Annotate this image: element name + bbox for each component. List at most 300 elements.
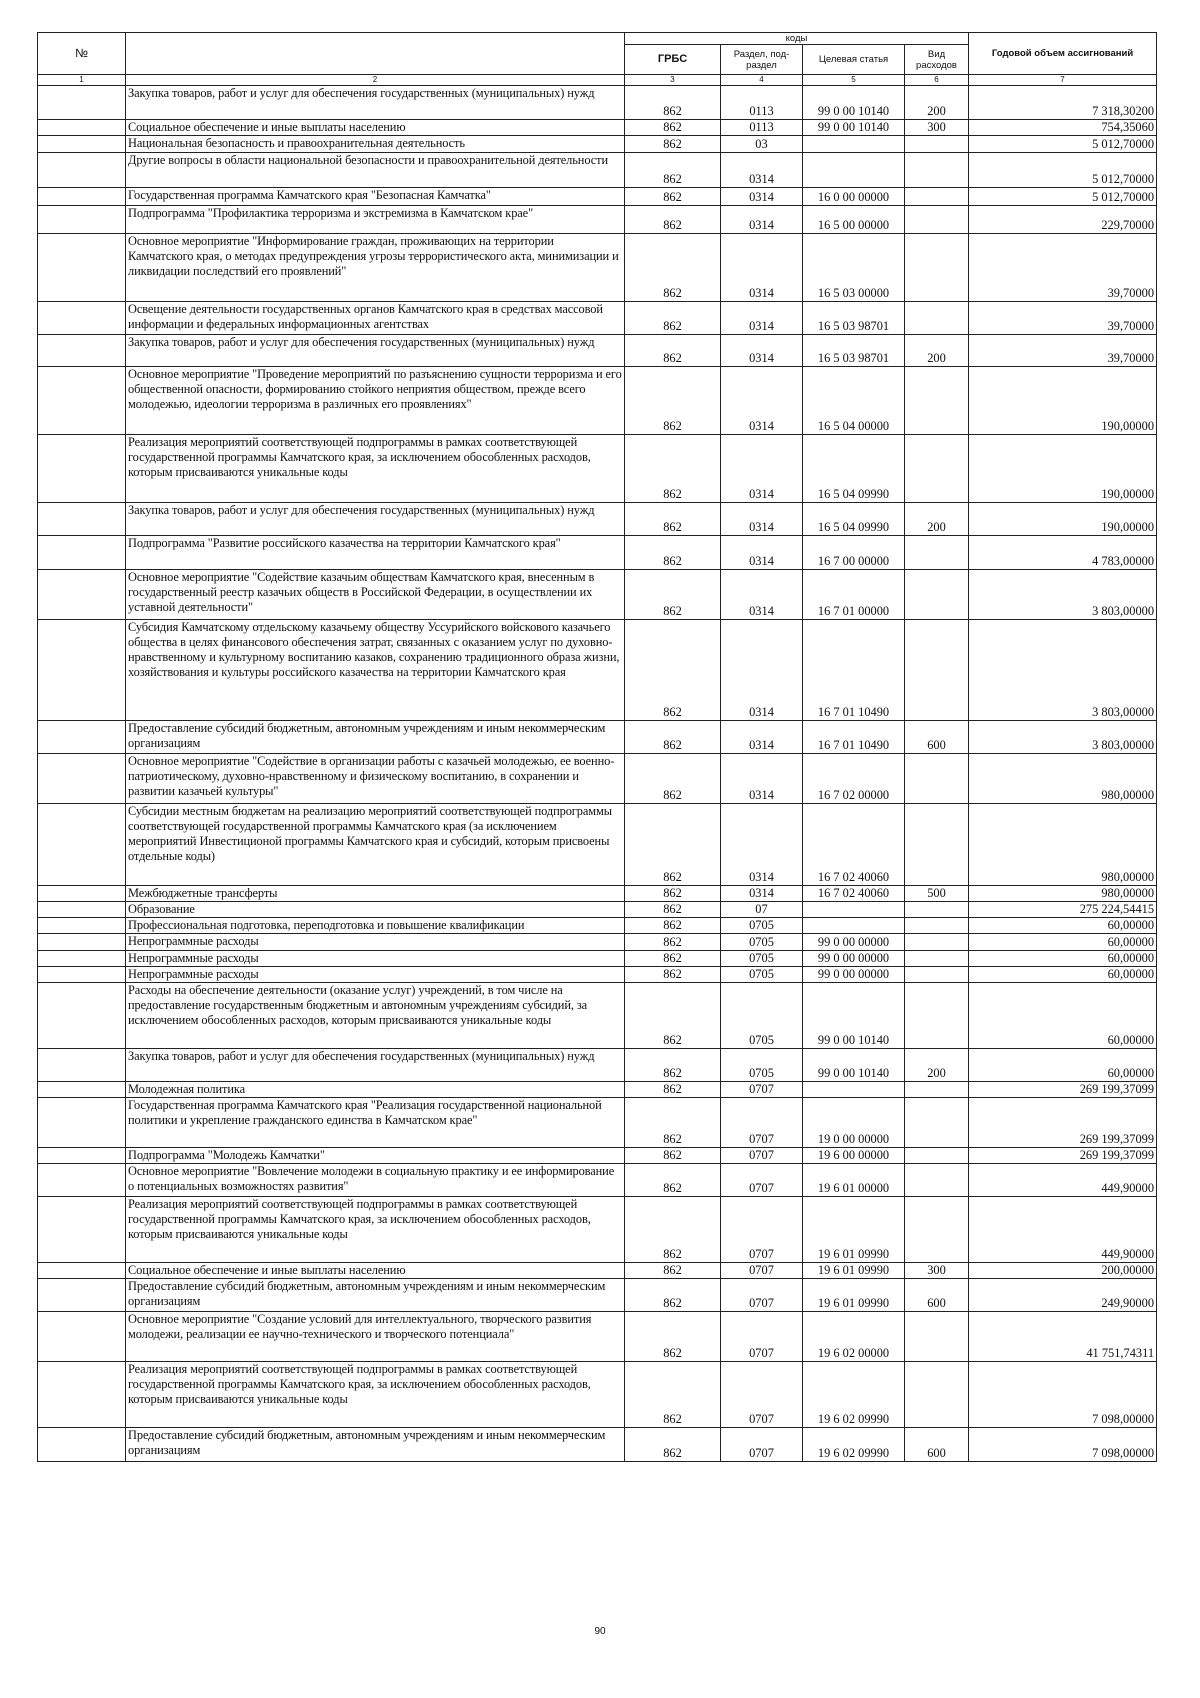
row-name: Непрограммные расходы xyxy=(126,951,625,967)
table-row xyxy=(38,188,1157,206)
row-amount: 7 098,00000 xyxy=(969,1362,1157,1428)
row-amount: 190,00000 xyxy=(969,435,1157,503)
row-amount: 60,00000 xyxy=(969,951,1157,967)
row-amount: 200,00000 xyxy=(969,1263,1157,1279)
row-grbs: 862 xyxy=(625,1098,721,1148)
row-grbs: 862 xyxy=(625,86,721,120)
table-row xyxy=(38,302,1157,335)
header-celevaya: Целевая статья xyxy=(803,45,905,75)
row-number xyxy=(38,120,126,136)
table-row xyxy=(38,1263,1157,1279)
row-grbs: 862 xyxy=(625,302,721,335)
row-amount: 39,70000 xyxy=(969,335,1157,367)
row-amount: 980,00000 xyxy=(969,754,1157,804)
row-razdel: 0314 xyxy=(721,620,803,721)
row-name: Основное мероприятие "Информирование граждан, проживающих на территории Камчатского края, о методах предупреждения угрозы террористического акта, минимизации и ликвидации последствий его проявлений" xyxy=(126,234,625,302)
row-name: Основное мероприятие "Вовлечение молодежи в социальную практику и ее информирование о потенциальных возможностях развития" xyxy=(126,1164,625,1197)
row-grbs: 862 xyxy=(625,206,721,234)
row-name: Образование xyxy=(126,902,625,918)
row-grbs: 862 xyxy=(625,120,721,136)
row-target-article: 19 6 02 09990 xyxy=(803,1362,905,1428)
row-target-article: 99 0 00 00000 xyxy=(803,934,905,951)
row-number xyxy=(38,188,126,206)
row-name: Реализация мероприятий соответствующей подпрограммы в рамках соответствующей государственной программы Камчатского края, за исключением обособленных расходов, которым присваиваются уникальные коды xyxy=(126,1362,625,1428)
row-target-article: 16 5 04 00000 xyxy=(803,367,905,435)
row-target-article: 16 5 00 00000 xyxy=(803,206,905,234)
row-razdel: 0705 xyxy=(721,918,803,934)
row-amount: 60,00000 xyxy=(969,983,1157,1049)
row-expense-type xyxy=(905,234,969,302)
row-number xyxy=(38,1082,126,1098)
row-name: Закупка товаров, работ и услуг для обеспечения государственных (муниципальных) нужд xyxy=(126,335,625,367)
row-amount: 3 803,00000 xyxy=(969,721,1157,754)
row-number xyxy=(38,1049,126,1082)
row-razdel: 0707 xyxy=(721,1362,803,1428)
row-expense-type: 600 xyxy=(905,1279,969,1312)
table-row xyxy=(38,206,1157,234)
row-name: Другие вопросы в области национальной безопасности и правоохранительной деятельности xyxy=(126,153,625,188)
row-grbs: 862 xyxy=(625,902,721,918)
row-amount: 39,70000 xyxy=(969,302,1157,335)
row-number xyxy=(38,206,126,234)
table-row xyxy=(38,902,1157,918)
row-number xyxy=(38,1312,126,1362)
table-row xyxy=(38,1082,1157,1098)
col-number: 6 xyxy=(905,75,969,86)
table-row xyxy=(38,335,1157,367)
row-expense-type: 300 xyxy=(905,1263,969,1279)
row-expense-type xyxy=(905,1197,969,1263)
col-number: 1 xyxy=(38,75,126,86)
table-row xyxy=(38,754,1157,804)
row-grbs: 862 xyxy=(625,886,721,902)
row-name: Межбюджетные трансферты xyxy=(126,886,625,902)
row-expense-type xyxy=(905,804,969,886)
row-razdel: 0707 xyxy=(721,1279,803,1312)
row-razdel: 0705 xyxy=(721,967,803,983)
row-name: Профессиональная подготовка, переподготовка и повышение квалификации xyxy=(126,918,625,934)
table-row xyxy=(38,1197,1157,1263)
row-target-article: 99 0 00 10140 xyxy=(803,983,905,1049)
row-number xyxy=(38,570,126,620)
row-amount: 4 783,00000 xyxy=(969,536,1157,570)
row-target-article: 19 6 02 09990 xyxy=(803,1428,905,1462)
table-body xyxy=(38,86,1157,1462)
row-grbs: 862 xyxy=(625,1312,721,1362)
header-razdel: Раздел, под-раздел xyxy=(721,45,803,75)
col-number: 4 xyxy=(721,75,803,86)
row-grbs: 862 xyxy=(625,967,721,983)
row-name: Освещение деятельности государственных органов Камчатского края в средствах массовой информации и федеральных информационных агентствах xyxy=(126,302,625,335)
row-razdel: 0707 xyxy=(721,1098,803,1148)
row-name: Государственная программа Камчатского края "Реализация государственной национальной политики и укрепление гражданского единства в Камчатском крае" xyxy=(126,1098,625,1148)
table-row xyxy=(38,1049,1157,1082)
header-name xyxy=(126,33,625,75)
row-number xyxy=(38,804,126,886)
row-target-article: 19 0 00 00000 xyxy=(803,1098,905,1148)
row-expense-type: 300 xyxy=(905,120,969,136)
row-grbs: 862 xyxy=(625,804,721,886)
table-row xyxy=(38,367,1157,435)
row-amount: 249,90000 xyxy=(969,1279,1157,1312)
table-row xyxy=(38,153,1157,188)
row-razdel: 0314 xyxy=(721,153,803,188)
row-expense-type xyxy=(905,983,969,1049)
row-name: Государственная программа Камчатского края "Безопасная Камчатка" xyxy=(126,188,625,206)
row-expense-type xyxy=(905,570,969,620)
row-grbs: 862 xyxy=(625,536,721,570)
row-expense-type: 200 xyxy=(905,503,969,536)
row-grbs: 862 xyxy=(625,1197,721,1263)
row-grbs: 862 xyxy=(625,1263,721,1279)
row-grbs: 862 xyxy=(625,1428,721,1462)
page-number: 90 xyxy=(594,1626,606,1637)
row-name: Непрограммные расходы xyxy=(126,967,625,983)
row-grbs: 862 xyxy=(625,367,721,435)
row-name: Молодежная политика xyxy=(126,1082,625,1098)
header-grbs: ГРБС xyxy=(625,45,721,75)
row-number xyxy=(38,934,126,951)
row-razdel: 0314 xyxy=(721,367,803,435)
row-target-article: 19 6 02 00000 xyxy=(803,1312,905,1362)
table-row xyxy=(38,1279,1157,1312)
row-expense-type xyxy=(905,188,969,206)
row-number xyxy=(38,902,126,918)
row-number xyxy=(38,136,126,153)
table-row xyxy=(38,435,1157,503)
row-expense-type: 600 xyxy=(905,721,969,754)
row-target-article xyxy=(803,1082,905,1098)
row-target-article: 16 7 02 40060 xyxy=(803,886,905,902)
row-amount: 60,00000 xyxy=(969,918,1157,934)
row-grbs: 862 xyxy=(625,620,721,721)
row-target-article: 16 5 03 00000 xyxy=(803,234,905,302)
row-target-article: 99 0 00 10140 xyxy=(803,1049,905,1082)
row-razdel: 0314 xyxy=(721,804,803,886)
row-target-article: 16 5 04 09990 xyxy=(803,435,905,503)
row-name: Подпрограмма "Молодежь Камчатки" xyxy=(126,1148,625,1164)
row-grbs: 862 xyxy=(625,188,721,206)
row-amount: 269 199,37099 xyxy=(969,1098,1157,1148)
row-target-article: 99 0 00 00000 xyxy=(803,967,905,983)
row-target-article: 99 0 00 10140 xyxy=(803,86,905,120)
table-row xyxy=(38,570,1157,620)
row-expense-type xyxy=(905,136,969,153)
row-grbs: 862 xyxy=(625,934,721,951)
row-expense-type: 600 xyxy=(905,1428,969,1462)
row-expense-type xyxy=(905,918,969,934)
row-target-article: 16 5 03 98701 xyxy=(803,335,905,367)
budget-table xyxy=(37,32,1157,1462)
row-number xyxy=(38,886,126,902)
row-target-article: 19 6 01 09990 xyxy=(803,1263,905,1279)
row-grbs: 862 xyxy=(625,570,721,620)
row-razdel: 0707 xyxy=(721,1263,803,1279)
row-target-article: 19 6 00 00000 xyxy=(803,1148,905,1164)
row-target-article xyxy=(803,136,905,153)
table-row xyxy=(38,86,1157,120)
row-number xyxy=(38,367,126,435)
row-grbs: 862 xyxy=(625,1082,721,1098)
row-amount: 269 199,37099 xyxy=(969,1082,1157,1098)
row-target-article: 16 7 01 10490 xyxy=(803,620,905,721)
row-grbs: 862 xyxy=(625,1164,721,1197)
row-name: Национальная безопасность и правоохранительная деятельность xyxy=(126,136,625,153)
row-amount: 41 751,74311 xyxy=(969,1312,1157,1362)
row-number xyxy=(38,983,126,1049)
row-razdel: 0314 xyxy=(721,536,803,570)
row-name: Реализация мероприятий соответствующей подпрограммы в рамках соответствующей государственной программы Камчатского края, за исключением обособленных расходов, которым присваиваются уникальные коды xyxy=(126,435,625,503)
row-target-article xyxy=(803,918,905,934)
row-number xyxy=(38,620,126,721)
row-razdel: 0314 xyxy=(721,721,803,754)
table-row xyxy=(38,721,1157,754)
row-number xyxy=(38,951,126,967)
row-target-article: 99 0 00 10140 xyxy=(803,120,905,136)
row-amount: 3 803,00000 xyxy=(969,620,1157,721)
row-razdel: 0314 xyxy=(721,188,803,206)
row-name: Основное мероприятие "Содействие в организации работы с казачьей молодежью, ее военно-патриотическому, духовно-нравственному и физическому воспитанию, в сохранении и развитии казачьей культуры" xyxy=(126,754,625,804)
row-amount: 190,00000 xyxy=(969,503,1157,536)
row-razdel: 0707 xyxy=(721,1197,803,1263)
row-expense-type xyxy=(905,435,969,503)
header-volume: Годовой объем ассигнований xyxy=(969,33,1157,75)
row-number xyxy=(38,335,126,367)
row-grbs: 862 xyxy=(625,951,721,967)
document-sheet xyxy=(37,32,1156,1462)
row-expense-type xyxy=(905,902,969,918)
row-razdel: 07 xyxy=(721,902,803,918)
table-row xyxy=(38,886,1157,902)
row-expense-type xyxy=(905,1312,969,1362)
row-name: Непрограммные расходы xyxy=(126,934,625,951)
row-target-article: 16 5 03 98701 xyxy=(803,302,905,335)
row-number xyxy=(38,302,126,335)
row-number xyxy=(38,754,126,804)
row-name: Подпрограмма "Развитие российского казачества на территории Камчатского края" xyxy=(126,536,625,570)
row-target-article: 16 5 04 09990 xyxy=(803,503,905,536)
row-number xyxy=(38,234,126,302)
row-number xyxy=(38,536,126,570)
table-row xyxy=(38,1428,1157,1462)
row-expense-type xyxy=(905,536,969,570)
row-expense-type: 200 xyxy=(905,86,969,120)
table-row xyxy=(38,536,1157,570)
row-name: Реализация мероприятий соответствующей подпрограммы в рамках соответствующей государственной программы Камчатского края, за исключением обособленных расходов, которым присваиваются уникальные коды xyxy=(126,1197,625,1263)
row-amount: 449,90000 xyxy=(969,1164,1157,1197)
row-amount: 229,70000 xyxy=(969,206,1157,234)
col-number: 2 xyxy=(126,75,625,86)
row-number xyxy=(38,918,126,934)
row-grbs: 862 xyxy=(625,918,721,934)
header-vid: Вид расходов xyxy=(905,45,969,75)
row-name: Основное мероприятие "Создание условий для интеллектуального, творческого развития молодежи, реализации ее научно-технического и творческого потенциала" xyxy=(126,1312,625,1362)
row-razdel: 0707 xyxy=(721,1428,803,1462)
row-number xyxy=(38,721,126,754)
row-amount: 980,00000 xyxy=(969,886,1157,902)
row-number xyxy=(38,86,126,120)
row-razdel: 0113 xyxy=(721,86,803,120)
row-target-article: 16 7 02 40060 xyxy=(803,804,905,886)
table-row xyxy=(38,967,1157,983)
row-razdel: 0314 xyxy=(721,234,803,302)
row-amount: 5 012,70000 xyxy=(969,188,1157,206)
row-amount: 60,00000 xyxy=(969,967,1157,983)
row-grbs: 862 xyxy=(625,153,721,188)
row-razdel: 0314 xyxy=(721,570,803,620)
row-grbs: 862 xyxy=(625,983,721,1049)
row-razdel: 0707 xyxy=(721,1082,803,1098)
row-expense-type xyxy=(905,951,969,967)
row-target-article: 99 0 00 00000 xyxy=(803,951,905,967)
table-row xyxy=(38,951,1157,967)
row-expense-type xyxy=(905,153,969,188)
row-amount: 190,00000 xyxy=(969,367,1157,435)
row-number xyxy=(38,1197,126,1263)
col-number: 3 xyxy=(625,75,721,86)
row-target-article: 16 7 02 00000 xyxy=(803,754,905,804)
row-expense-type xyxy=(905,302,969,335)
row-name: Предоставление субсидий бюджетным, автономным учреждениям и иным некоммерческим организациям xyxy=(126,721,625,754)
table-header xyxy=(38,33,1157,86)
row-grbs: 862 xyxy=(625,1279,721,1312)
row-grbs: 862 xyxy=(625,1148,721,1164)
row-amount: 980,00000 xyxy=(969,804,1157,886)
row-name: Социальное обеспечение и иные выплаты населению xyxy=(126,1263,625,1279)
row-expense-type xyxy=(905,206,969,234)
row-number xyxy=(38,1263,126,1279)
row-amount: 275 224,54415 xyxy=(969,902,1157,918)
row-expense-type xyxy=(905,1082,969,1098)
header-codes: коды xyxy=(625,33,969,45)
row-expense-type xyxy=(905,754,969,804)
header-number: № xyxy=(38,33,126,75)
row-expense-type xyxy=(905,620,969,721)
row-expense-type xyxy=(905,1148,969,1164)
row-number xyxy=(38,967,126,983)
row-name: Субсидии местным бюджетам на реализацию мероприятий соответствующей подпрограммы соответствующей государственной программы Камчатского края (за исключением мероприятий Инвестиционой программы Камчатского края и субсидий, которым присвоены отдельные коды) xyxy=(126,804,625,886)
row-expense-type: 200 xyxy=(905,335,969,367)
row-number xyxy=(38,1164,126,1197)
row-expense-type xyxy=(905,1362,969,1428)
row-razdel: 0705 xyxy=(721,983,803,1049)
row-razdel: 0113 xyxy=(721,120,803,136)
row-razdel: 03 xyxy=(721,136,803,153)
row-grbs: 862 xyxy=(625,136,721,153)
row-target-article: 19 6 01 00000 xyxy=(803,1164,905,1197)
table-row xyxy=(38,1098,1157,1148)
row-amount: 7 318,30200 xyxy=(969,86,1157,120)
row-name: Субсидия Камчатскому отдельскому казачьему обществу Уссурийского войскового казачьего общества в целях финансового обеспечения затрат, связанных с оказанием услуг по духовно-нравственному и культурному воспитанию казаков, сохранению традиционного образа жизни, хозяйствования и культуры российского казачества на территории Камчатского края xyxy=(126,620,625,721)
row-target-article: 16 7 01 00000 xyxy=(803,570,905,620)
row-amount: 7 098,00000 xyxy=(969,1428,1157,1462)
row-name: Закупка товаров, работ и услуг для обеспечения государственных (муниципальных) нужд xyxy=(126,86,625,120)
row-grbs: 862 xyxy=(625,234,721,302)
row-number xyxy=(38,503,126,536)
row-name: Предоставление субсидий бюджетным, автономным учреждениям и иным некоммерческим организациям xyxy=(126,1428,625,1462)
row-target-article: 19 6 01 09990 xyxy=(803,1279,905,1312)
row-amount: 60,00000 xyxy=(969,934,1157,951)
row-name: Основное мероприятие "Проведение мероприятий по разъяснению сущности терроризма и его общественной опасности, формированию стойкого неприятия обществом, прежде всего молодежью, идеологии терроризма в различных его проявлениях" xyxy=(126,367,625,435)
row-razdel: 0705 xyxy=(721,934,803,951)
row-grbs: 862 xyxy=(625,1049,721,1082)
row-expense-type xyxy=(905,1098,969,1148)
row-name: Основное мероприятие "Содействие казачьим обществам Камчатского края, внесенным в государственный реестр казачьих обществ в Российской Федерации, в осуществлении их уставной деятельности" xyxy=(126,570,625,620)
row-razdel: 0314 xyxy=(721,206,803,234)
row-number xyxy=(38,1362,126,1428)
row-amount: 269 199,37099 xyxy=(969,1148,1157,1164)
row-number xyxy=(38,1098,126,1148)
row-name: Предоставление субсидий бюджетным, автономным учреждениям и иным некоммерческим организациям xyxy=(126,1279,625,1312)
row-expense-type xyxy=(905,367,969,435)
row-number xyxy=(38,153,126,188)
row-grbs: 862 xyxy=(625,435,721,503)
row-amount: 449,90000 xyxy=(969,1197,1157,1263)
table-row xyxy=(38,1164,1157,1197)
table-row xyxy=(38,1362,1157,1428)
row-razdel: 0314 xyxy=(721,886,803,902)
row-target-article: 16 7 00 00000 xyxy=(803,536,905,570)
row-number xyxy=(38,1428,126,1462)
table-row xyxy=(38,120,1157,136)
row-target-article xyxy=(803,153,905,188)
row-razdel: 0707 xyxy=(721,1148,803,1164)
row-name: Подпрограмма "Профилактика терроризма и экстремизма в Камчатском крае" xyxy=(126,206,625,234)
table-row xyxy=(38,918,1157,934)
table-row xyxy=(38,503,1157,536)
row-name: Социальное обеспечение и иные выплаты населению xyxy=(126,120,625,136)
row-amount: 39,70000 xyxy=(969,234,1157,302)
row-expense-type: 500 xyxy=(905,886,969,902)
table-row xyxy=(38,804,1157,886)
row-name: Закупка товаров, работ и услуг для обеспечения государственных (муниципальных) нужд xyxy=(126,1049,625,1082)
row-razdel: 0705 xyxy=(721,951,803,967)
row-grbs: 862 xyxy=(625,1362,721,1428)
row-grbs: 862 xyxy=(625,335,721,367)
row-razdel: 0314 xyxy=(721,754,803,804)
row-amount: 5 012,70000 xyxy=(969,136,1157,153)
table-row xyxy=(38,136,1157,153)
row-grbs: 862 xyxy=(625,721,721,754)
row-amount: 3 803,00000 xyxy=(969,570,1157,620)
row-name: Расходы на обеспечение деятельности (оказание услуг) учреждений, в том числе на предоставление государственным бюджетным и автономным учреждениям субсидий, за исключением обособленных расходов, которым присваиваются уникальные коды xyxy=(126,983,625,1049)
table-row xyxy=(38,1312,1157,1362)
row-razdel: 0705 xyxy=(721,1049,803,1082)
row-expense-type: 200 xyxy=(905,1049,969,1082)
row-razdel: 0707 xyxy=(721,1312,803,1362)
row-target-article: 16 0 00 00000 xyxy=(803,188,905,206)
col-number: 7 xyxy=(969,75,1157,86)
row-razdel: 0314 xyxy=(721,302,803,335)
row-amount: 5 012,70000 xyxy=(969,153,1157,188)
row-grbs: 862 xyxy=(625,503,721,536)
row-razdel: 0314 xyxy=(721,435,803,503)
col-number: 5 xyxy=(803,75,905,86)
row-expense-type xyxy=(905,967,969,983)
row-amount: 754,35060 xyxy=(969,120,1157,136)
table-row xyxy=(38,934,1157,951)
row-expense-type xyxy=(905,1164,969,1197)
row-target-article xyxy=(803,902,905,918)
row-razdel: 0314 xyxy=(721,503,803,536)
row-number xyxy=(38,1148,126,1164)
row-grbs: 862 xyxy=(625,754,721,804)
row-target-article: 19 6 01 09990 xyxy=(803,1197,905,1263)
row-amount: 60,00000 xyxy=(969,1049,1157,1082)
table-row xyxy=(38,234,1157,302)
table-row xyxy=(38,1148,1157,1164)
row-name: Закупка товаров, работ и услуг для обеспечения государственных (муниципальных) нужд xyxy=(126,503,625,536)
